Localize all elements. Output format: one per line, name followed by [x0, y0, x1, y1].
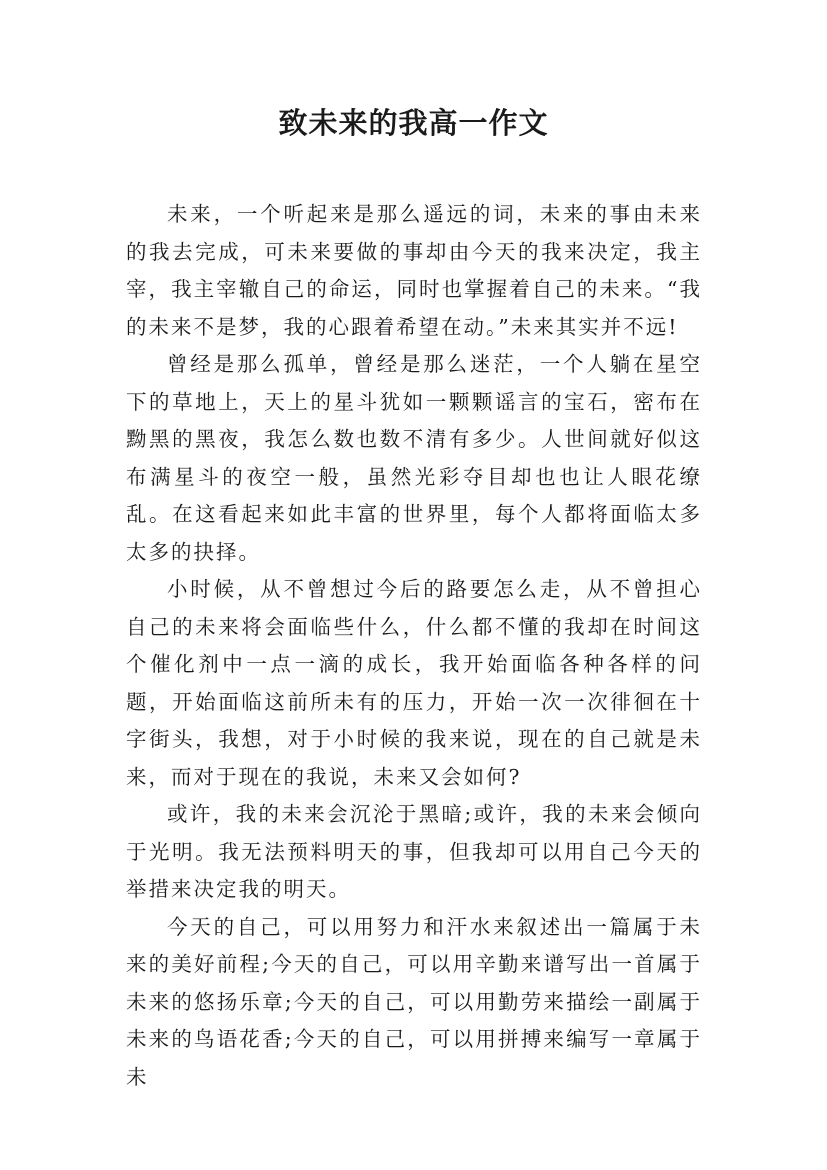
document-title: 致未来的我高一作文 — [278, 106, 549, 140]
document-body — [126, 196, 702, 1096]
paragraph-4: 或许，我的未来会沉沦于黑暗;或许，我的未来会倾向于光明。我无法预料明天的事，但我却可以用自己今天的举措来决定我的明天。 — [126, 802, 702, 901]
paragraph-2: 曾经是那么孤单，曾经是那么迷茫，一个人躺在星空下的草地上，天上的星斗犹如一颗颗谣言的宝石，密布在黝黑的黑夜，我怎么数也数不清有多少。人世间就好似这布满星斗的夜空一般，虽然光彩夺目却也也让人眼花缭乱。在这看起来如此丰富的世界里，每个人都将面临太多太多的抉择。 — [126, 352, 702, 564]
paragraph-1: 未来，一个听起来是那么遥远的词，未来的事由未来的我去完成，可未来要做的事却由今天的我来决定，我主宰，我主宰辙自己的命运，同时也掌握着自己的未来。“我的未来不是梦，我的心跟着希望在动。”未来其实并不远! — [126, 202, 702, 339]
paragraph-5: 今天的自己，可以用努力和汗水来叙述出一篇属于未来的美好前程;今天的自己，可以用辛勤来谱写出一首属于未来的悠扬乐章;今天的自己，可以用勤劳来描绘一副属于未来的鸟语花香;今天的自己，可以用拼搏来编写一章属于未 — [126, 914, 702, 1089]
paragraph-3: 小时候，从不曾想过今后的路要怎么走，从不曾担心自己的未来将会面临些什么，什么都不懂的我却在时间这个催化剂中一点一滴的成长，我开始面临各种各样的问题，开始面临这前所未有的压力，开始一次一次徘徊在十字街头，我想，对于小时候的我来说，现在的自己就是未来，而对于现在的我说，未来又会如何? — [126, 577, 702, 789]
